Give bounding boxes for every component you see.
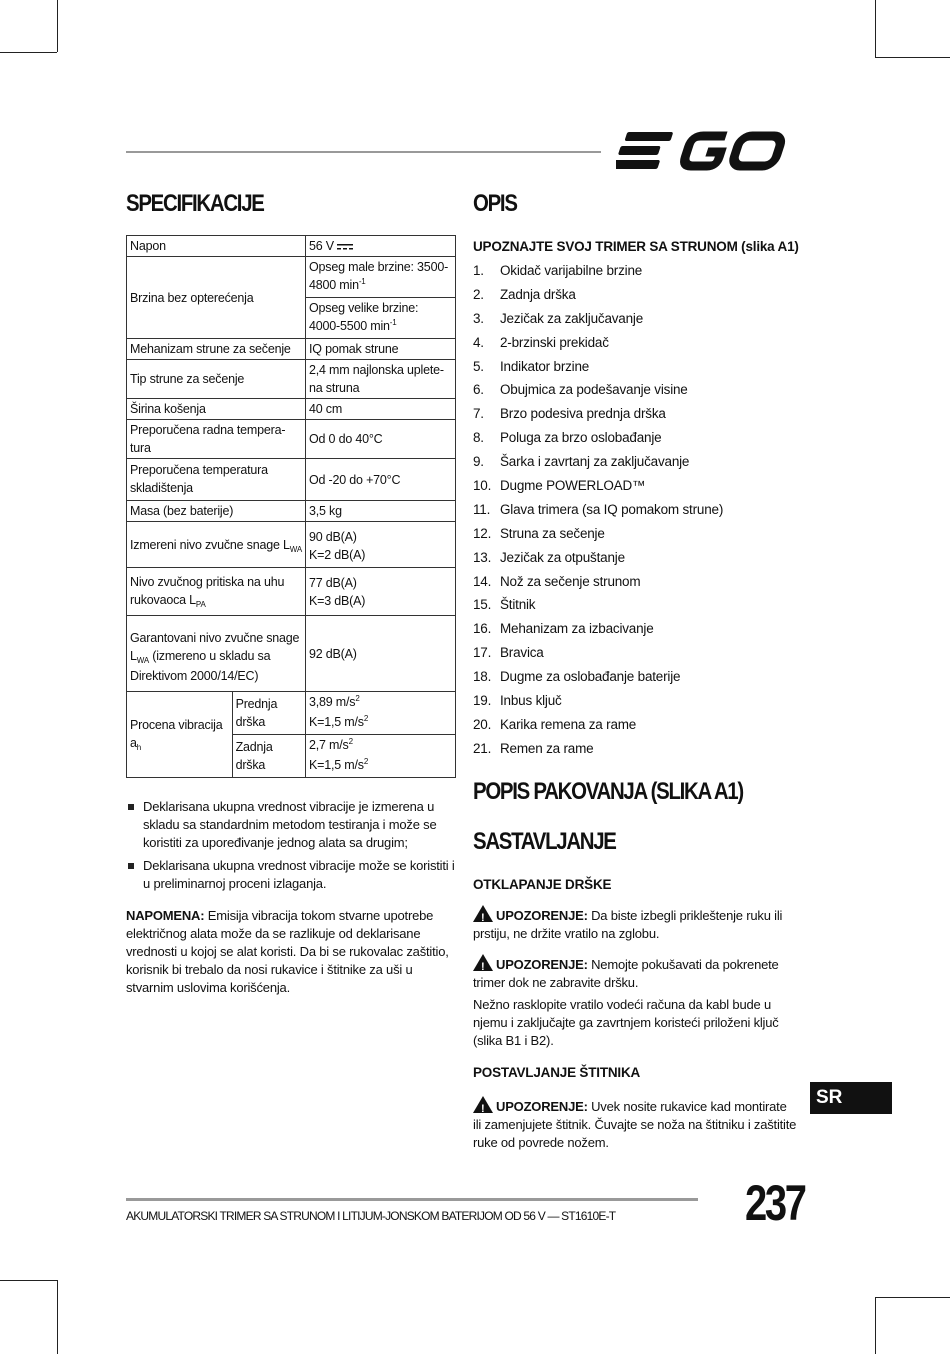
list-item-label: Zadnja drška [500, 286, 576, 302]
list-item: Deklarisana ukupna vrednost vibracije može se koristiti i u preliminarnoj proceni izlaganja. [126, 857, 456, 893]
notes-list [126, 798, 456, 898]
spec-value: Opseg velike brzine: 4000-5500 $\min^{-1}$ [306, 298, 456, 339]
dc-symbol-icon [337, 243, 353, 251]
list-item-label: Indikator brzine [500, 358, 590, 374]
list-item [473, 405, 723, 429]
spec-value: 2,7 $m/s^2$ K=1,5 $m/s^2$ [306, 735, 456, 778]
list-item [473, 716, 723, 740]
footer-text: AKUMULATORSKI TRIMER SA STRUNOM I LITIJUM-JONSKOM BATERIJOM OD 56 V — ST1610E-T [126, 1209, 616, 1223]
list-item-label: Remen za rame [500, 740, 594, 756]
sastavljanje-title: SASTAVLJANJE [473, 828, 616, 855]
list-item-number: 11. [473, 501, 491, 517]
warning-icon: ! [473, 1096, 493, 1113]
list-item-number: 9. [473, 454, 484, 470]
list-item [473, 477, 723, 501]
list-item-label: Obujmica za podešavanje visine [500, 382, 688, 398]
list-item-number: 18. [473, 669, 492, 685]
list-item-label: Okidač varijabilne brzine [500, 263, 643, 278]
crop-mark [875, 1297, 950, 1298]
list-item-number: 16. [473, 621, 492, 637]
spec-label: Širina košenja [127, 399, 306, 420]
list-item [473, 644, 723, 668]
warning-icon: ! [473, 905, 493, 922]
list-item [473, 286, 723, 310]
spec-label: Nivo zvučnog pritiska na uhu rukovaoca $L_{PA}$ [127, 568, 306, 616]
language-tab: SR [810, 1082, 892, 1114]
table-row [127, 257, 456, 298]
spec-value: 77 dB(A) K=3 dB(A) [306, 568, 456, 616]
page-number: 237 [745, 1175, 805, 1231]
list-item-label: 2-brzinski prekidač [500, 334, 609, 350]
spec-value: 3,89 $m/s^2$ K=1,5 $m/s^2$ [306, 692, 456, 735]
list-item-number: 3. [473, 310, 484, 326]
list-item [473, 381, 723, 405]
otklapanje-subtitle: OTKLAPANJE DRŠKE [473, 877, 612, 892]
header-rule [126, 151, 601, 153]
spec-sublabel: Zadnja drška [232, 735, 305, 778]
spec-value: 2,4 mm najlonska uplete-na struna [306, 360, 456, 399]
footer-rule [126, 1198, 698, 1201]
list-item-number: 8. [473, 430, 484, 446]
crop-mark [875, 1297, 876, 1354]
list-item-number: 7. [473, 406, 484, 422]
spec-value: 3,5 kg [306, 501, 456, 522]
assembly-paragraph: Nežno rasklopite vratilo vodeći računa da kabl bude u njemu i zaključajte ga zavrtnjem koristeći priloženi ključ (slika B1 i B2). [473, 997, 779, 1048]
list-item-number: 20. [473, 716, 492, 732]
spec-value: 56 V [306, 236, 456, 257]
warning-1: ! UPOZORENJE: Da biste izbegli prikleštenje ruku ili prstiju, ne držite vratilo na zglobu. [473, 903, 798, 943]
table-row [127, 339, 456, 360]
crop-mark [0, 1280, 57, 1281]
table-row [127, 692, 456, 735]
list-item [473, 668, 723, 692]
spec-label: Tip strune za sečenje [127, 360, 306, 399]
spec-label: Brzina bez opterećenja [127, 257, 306, 339]
table-row [127, 236, 456, 257]
list-item-number: 2. [473, 286, 484, 302]
list-item-number: 15. [473, 597, 492, 613]
table-row [127, 399, 456, 420]
list-item-number: 19. [473, 693, 492, 709]
spec-label: Procena vibracija $a_h$ [127, 692, 233, 778]
list-item: Deklarisana ukupna vrednost vibracije je izmerena u skladu sa standardnim metodom testiranja i može se koristiti za upoređivanje jednog alata sa drugim; [126, 798, 456, 852]
crop-mark [57, 1280, 58, 1354]
list-item [473, 596, 723, 620]
list-item-label: Inbus ključ [500, 693, 562, 709]
spec-label: Preporučena radna tempera-tura [127, 420, 306, 459]
table-row [127, 616, 456, 692]
list-item-label: Mehanizam za izbacivanje [500, 621, 654, 637]
list-item-label: Poluga za brzo oslobađanje [500, 430, 662, 446]
spec-label: Mehanizam strune za sečenje [127, 339, 306, 360]
list-item-number: 13. [473, 549, 492, 565]
list-item [473, 310, 723, 334]
spec-value: 40 cm [306, 399, 456, 420]
spec-value: Od -20 do +70°C [306, 459, 456, 501]
list-item-number: 4. [473, 334, 484, 350]
spec-value: 92 dB(A) [306, 616, 456, 692]
napomena-label: NAPOMENA: [126, 908, 205, 923]
spec-value: Od 0 do 40°C [306, 420, 456, 459]
spec-value: Opseg male brzine: 3500-4800 $\min^{-1}$ [306, 257, 456, 298]
table-row [127, 522, 456, 568]
list-item [473, 334, 723, 358]
list-item [473, 549, 723, 573]
list-item-label: Dugme POWERLOAD™ [500, 478, 646, 494]
list-item [473, 573, 723, 597]
crop-mark [57, 0, 58, 52]
spec-label: Izmereni nivo zvučne snage $L_{WA}$ [127, 522, 306, 568]
list-item-label: Brzo podesiva prednja drška [500, 406, 666, 422]
list-item-label: Jezičak za zaključavanje [500, 310, 644, 326]
list-item-label: Štitnik [500, 597, 536, 613]
list-item-label: Struna za sečenje [500, 525, 605, 541]
table-row [127, 420, 456, 459]
specs-title: SPECIFIKACIJE [126, 190, 264, 217]
list-item [473, 501, 723, 525]
table-row [127, 360, 456, 399]
spec-sublabel: Prednja drška [232, 692, 305, 735]
ego-logo [616, 130, 800, 172]
warning-3: ! UPOZORENJE: Uvek nosite rukavice kad montirate ili zamenjujete štitnik. Čuvajte se noža na štitniku i zaštitite ruke od povrede nožem. [473, 1094, 798, 1152]
list-item-number: 14. [473, 573, 492, 589]
list-item [473, 740, 723, 764]
list-item-number: 10. [473, 478, 492, 494]
list-item-label: Bravica [500, 645, 544, 661]
list-item [473, 692, 723, 716]
table-row [127, 568, 456, 616]
list-item-number: 1. [473, 263, 484, 278]
list-item [473, 620, 723, 644]
list-item-number: 5. [473, 358, 484, 374]
list-item [473, 525, 723, 549]
list-item [473, 262, 723, 286]
list-item-label: Glava trimera (sa IQ pomakom strune) [500, 501, 724, 517]
crop-mark [875, 57, 950, 58]
spec-label: Napon [127, 236, 306, 257]
spec-label: Garantovani nivo zvučne snage $L_{WA}$ (izmereno u skladu sa Direktivom 2000/14/EC) [127, 616, 306, 692]
list-item-label: Karika remena za rame [500, 716, 637, 732]
table-row [127, 501, 456, 522]
list-item [473, 429, 723, 453]
parts-list [473, 262, 723, 764]
crop-mark [0, 52, 57, 53]
list-item [473, 358, 723, 382]
list-item-number: 21. [473, 740, 492, 756]
list-item-label: Šarka i zavrtanj za zaključavanje [500, 454, 690, 470]
list-item-number: 17. [473, 645, 492, 661]
spec-value: 90 dB(A) K=2 dB(A) [306, 522, 456, 568]
spec-value: IQ pomak strune [306, 339, 456, 360]
crop-mark [875, 0, 876, 57]
list-item-number: 6. [473, 382, 484, 398]
spec-label: Preporučena temperatura skladištenja [127, 459, 306, 501]
warning-icon: ! [473, 954, 493, 971]
spec-table [126, 235, 456, 778]
list-item-label: Dugme za oslobađanje baterije [500, 669, 681, 685]
list-item-number: 12. [473, 525, 492, 541]
table-row [127, 459, 456, 501]
opis-title: OPIS [473, 190, 517, 217]
warning-2: ! UPOZORENJE: Nemojte pokušavati da pokrenete trimer dok ne zabravite dršku. [473, 952, 798, 992]
list-item [473, 453, 723, 477]
opis-subtitle: UPOZNAJTE SVOJ TRIMER SA STRUNOM (slika A1) [473, 239, 799, 254]
list-item-label: Jezičak za otpuštanje [500, 549, 625, 565]
postavljanje-subtitle: POSTAVLJANJE ŠTITNIKA [473, 1065, 641, 1080]
spec-label: Masa (bez baterije) [127, 501, 306, 522]
list-item-label: Nož za sečenje strunom [500, 573, 641, 589]
napomena-paragraph: NAPOMENA: Emisija vibracija tokom stvarne upotrebe električnog alata može da se razlikuje od deklarisane vrednosti u kojoj se alat koristi. Da bi se rukovalac zaštitio, korisnik bi trebalo da nosi rukavice i štitnike za uši u stvarnim uslovima korišćenja. [126, 908, 449, 995]
popis-title: POPIS PAKOVANJA (SLIKA A1) [473, 778, 743, 805]
